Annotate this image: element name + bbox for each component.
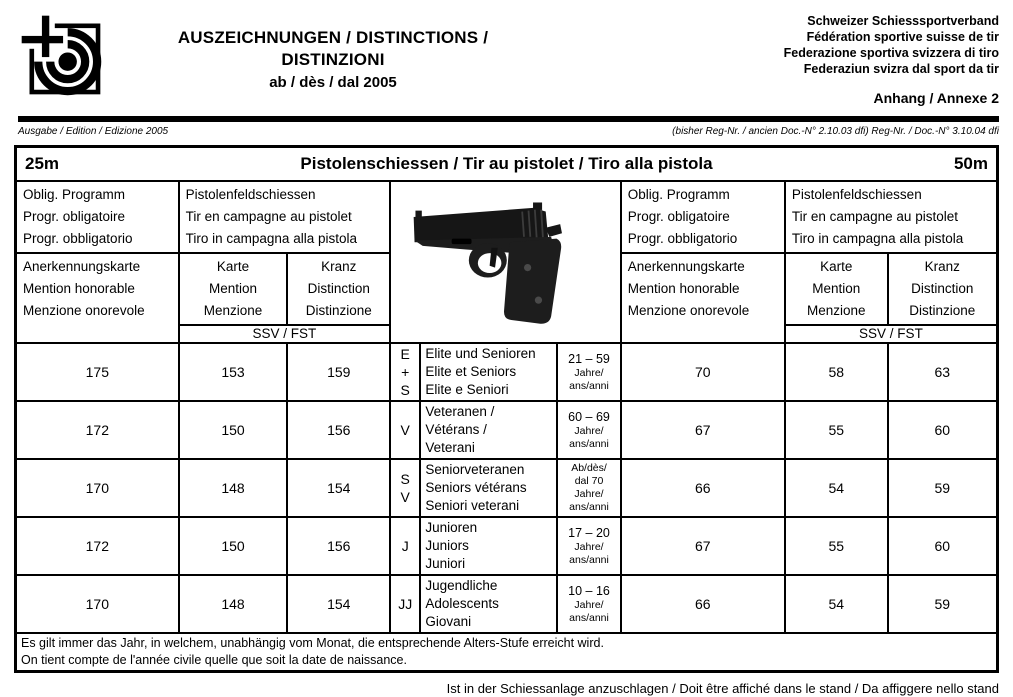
- value-oblig-50m: 67: [621, 517, 785, 575]
- value-karte-50m: 54: [785, 575, 888, 633]
- value-oblig-25m: 172: [16, 401, 179, 459]
- header-feldschiessen-25m: Pistolenfeldschiessen Tir en campagne au pistolet Tiro in campagna alla pistola: [179, 181, 390, 253]
- category-names: Seniorveteranen Seniors vétérans Seniori veterani: [420, 459, 557, 517]
- org-name-fr: Fédération sportive suisse de tir: [806, 30, 999, 44]
- category-age-range: 10 – 16 Jahre/ ans/anni: [557, 575, 620, 633]
- category-code: E + S: [390, 343, 420, 401]
- table-row-elite: [16, 343, 998, 401]
- federation-target-logo-icon: [18, 11, 110, 105]
- header-oblig-program-25m: Oblig. Programm Progr. obligatoire Progr. obbligatorio: [16, 181, 179, 253]
- value-karte-25m: 153: [179, 343, 288, 401]
- header-karte-25m: Karte Mention Menzione: [179, 253, 288, 325]
- header-ssv-fst-50m: SSV / FST: [785, 325, 998, 343]
- category-age-range: 21 – 59 Jahre/ ans/anni: [557, 343, 620, 401]
- header-anerkennungskarte-25m: Anerkennungskarte Mention honorable Menzione onorevole: [16, 253, 179, 343]
- value-oblig-25m: 170: [16, 459, 179, 517]
- category-code: V: [390, 401, 420, 459]
- header-feldschiessen-50m: Pistolenfeldschiessen Tir en campagne au pistolet Tiro in campagna alla pistola: [785, 181, 998, 253]
- value-karte-50m: 54: [785, 459, 888, 517]
- category-names: Junioren Juniors Juniori: [420, 517, 557, 575]
- value-karte-25m: 150: [179, 517, 288, 575]
- header-karte-50m: Karte Mention Menzione: [785, 253, 888, 325]
- table-row-veterans: [16, 401, 998, 459]
- header-ssv-fst-25m: SSV / FST: [179, 325, 390, 343]
- header-kranz-25m: Kranz Distinction Distinzione: [287, 253, 390, 325]
- horizontal-rule: [18, 116, 999, 122]
- header-oblig-program-50m: Oblig. Programm Progr. obligatoire Progr. obbligatorio: [621, 181, 785, 253]
- category-code: JJ: [390, 575, 420, 633]
- value-karte-50m: 55: [785, 401, 888, 459]
- value-karte-50m: 58: [785, 343, 888, 401]
- display-instruction: Ist in der Schiessanlage anzuschlagen / Doit être affiché dans le stand / Da affiggere nello stand: [446, 681, 999, 696]
- category-names: Veteranen / Vétérans / Veterani: [420, 401, 557, 459]
- category-names: Elite und Senioren Elite et Seniors Elite e Seniori: [420, 343, 557, 401]
- value-oblig-25m: 170: [16, 575, 179, 633]
- distinctions-table: [14, 145, 999, 673]
- org-name-it: Federazione sportiva svizzera di tiro: [783, 46, 999, 60]
- value-kranz-25m: 156: [287, 401, 390, 459]
- annex-label: Anhang / Annexe 2: [873, 90, 999, 106]
- value-karte-50m: 55: [785, 517, 888, 575]
- value-kranz-25m: 159: [287, 343, 390, 401]
- value-oblig-25m: 175: [16, 343, 179, 401]
- value-oblig-50m: 70: [621, 343, 785, 401]
- value-oblig-25m: 172: [16, 517, 179, 575]
- category-age-range: Ab/dès/ dal 70 Jahre/ ans/anni: [557, 459, 620, 517]
- table-row-adolescents: [16, 575, 998, 633]
- table-row-juniors: [16, 517, 998, 575]
- value-karte-25m: 150: [179, 401, 288, 459]
- table-row-senior-veterans: [16, 459, 998, 517]
- value-oblig-50m: 66: [621, 575, 785, 633]
- edition-label: Ausgabe / Edition / Edizione 2005: [18, 126, 169, 137]
- document-title: AUSZEICHNUNGEN / DISTINCTIONS / DISTINZIONI: [177, 28, 489, 69]
- pistol-photo: [390, 181, 621, 343]
- value-oblig-50m: 66: [621, 459, 785, 517]
- table-title: Pistolenschiessen / Tir au pistolet / Tiro alla pistola: [300, 153, 713, 173]
- value-kranz-50m: 63: [888, 343, 998, 401]
- value-kranz-50m: 59: [888, 459, 998, 517]
- value-kranz-50m: 60: [888, 517, 998, 575]
- value-kranz-25m: 154: [287, 459, 390, 517]
- value-karte-25m: 148: [179, 575, 288, 633]
- value-kranz-50m: 59: [888, 575, 998, 633]
- reg-nr-label: (bisher Reg-Nr. / ancien Doc.-N° 2.10.03 dfi) Reg-Nr. / Doc.-N° 3.10.04 dfi: [672, 126, 999, 137]
- category-names: Jugendliche Adolescents Giovani: [420, 575, 557, 633]
- category-age-range: 17 – 20 Jahre/ ans/anni: [557, 517, 620, 575]
- value-kranz-25m: 156: [287, 517, 390, 575]
- category-age-range: 60 – 69 Jahre/ ans/anni: [557, 401, 620, 459]
- value-kranz-25m: 154: [287, 575, 390, 633]
- table-title-cell: [16, 147, 998, 181]
- distance-left-label: 25m: [25, 153, 60, 173]
- value-karte-25m: 148: [179, 459, 288, 517]
- value-kranz-50m: 60: [888, 401, 998, 459]
- category-code: J: [390, 517, 420, 575]
- org-name-de: Schweizer Schiesssportverband: [807, 14, 999, 28]
- org-name-rm: Federaziun svizra dal sport da tir: [803, 62, 999, 76]
- value-oblig-50m: 67: [621, 401, 785, 459]
- header-anerkennungskarte-50m: Anerkennungskarte Mention honorable Menzione onorevole: [621, 253, 785, 343]
- category-code: S V: [390, 459, 420, 517]
- document-subtitle: ab / dès / dal 2005: [269, 74, 397, 91]
- distance-right-label: 50m: [953, 153, 988, 173]
- age-rule-note: Es gilt immer das Jahr, in welchem, unabhängig vom Monat, die entsprechende Alters-Stufe erreicht wird. On tient compte de l'année civile quelle que soit la date de naissance.: [16, 633, 998, 672]
- header-kranz-50m: Kranz Distinction Distinzione: [888, 253, 998, 325]
